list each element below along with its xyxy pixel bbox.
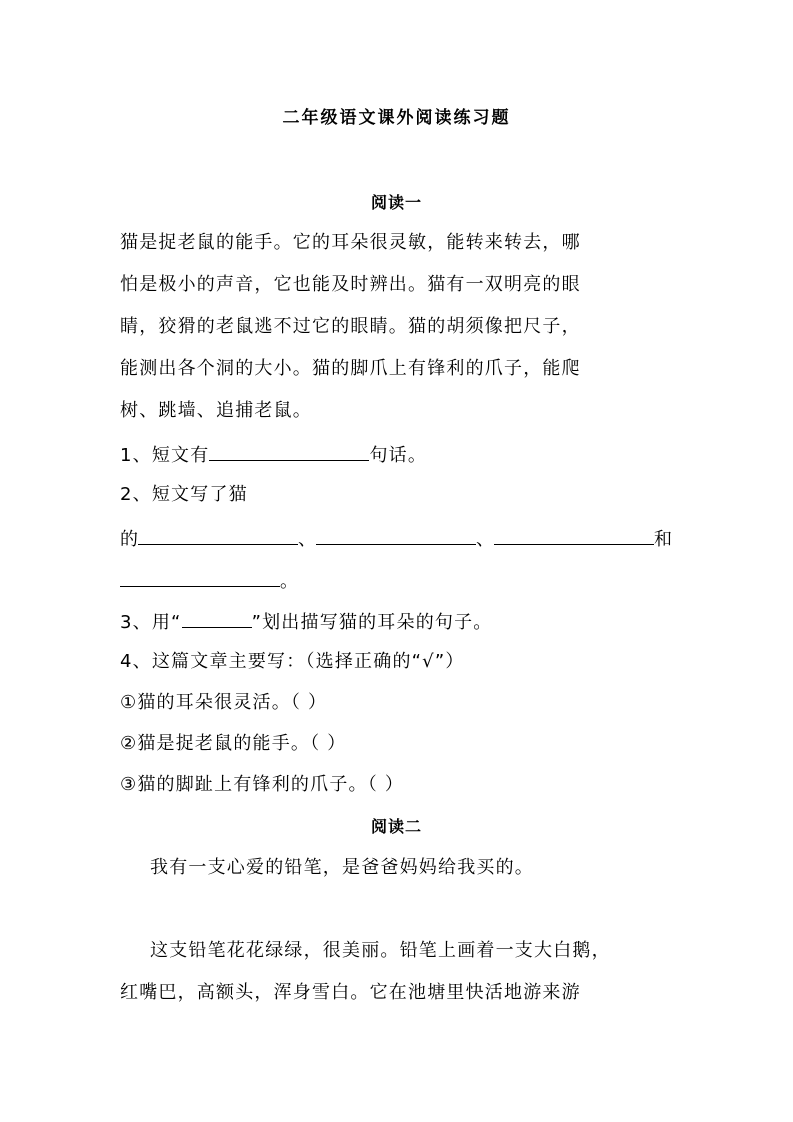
passage-line: 能测出各个洞的大小。猫的脚爪上有锋利的爪子，能爬: [120, 358, 581, 379]
question-1-text: 1、短文有: [120, 445, 210, 466]
answer-blank[interactable]: [138, 524, 298, 545]
passage-line: 这支铅笔花花绿绿，很美丽。铅笔上画着一支大白鹅，: [150, 940, 611, 961]
page-title: 二年级语文课外阅读练习题: [282, 108, 511, 128]
question-1-suffix: 句话。: [369, 445, 428, 466]
separator: 、: [298, 529, 316, 550]
answer-blank[interactable]: [494, 524, 654, 545]
answer-blank[interactable]: [209, 440, 369, 461]
passage-line: 树、跳墙、追捕老鼠。: [120, 400, 312, 421]
question-2: 2、短文写了猫: [120, 484, 248, 505]
passage-line: 怕是极小的声音，它也能及时辨出。猫有一双明亮的眼: [120, 274, 581, 295]
separator: 、: [476, 529, 494, 550]
conjunction: 和: [654, 529, 672, 550]
option-2[interactable]: ②猫是捉老鼠的能手。（ ）: [120, 733, 347, 754]
question-4: 4、这篇文章主要写：（选择正确的“√”）: [120, 651, 465, 672]
answer-blank[interactable]: [120, 566, 280, 587]
question-3-suffix: ”划出描写猫的耳朵的句子。: [251, 612, 493, 633]
option-1[interactable]: ①猫的耳朵很灵活。（ ）: [120, 692, 328, 713]
option-3[interactable]: ③猫的脚趾上有锋利的爪子。（ ）: [120, 774, 405, 795]
passage-line: 睛，狡猾的老鼠逃不过它的眼睛。猫的胡须像把尺子，: [120, 316, 581, 337]
question-2-last-blank: [120, 566, 680, 595]
section-heading-reading2: 阅读二: [370, 817, 422, 836]
passage-line: 猫是捉老鼠的能手。它的耳朵很灵敏，能转来转去，哪: [120, 232, 581, 253]
question-2-blanks: [120, 524, 680, 553]
question-3: [120, 607, 680, 636]
answer-blank[interactable]: [182, 607, 252, 628]
section-heading-reading1: 阅读一: [370, 193, 422, 212]
question-1: [120, 440, 680, 469]
answer-blank[interactable]: [316, 524, 476, 545]
question-3-text: 3、用“: [120, 612, 182, 633]
question-2-prefix: 的: [120, 529, 138, 550]
passage-line: 我有一支心爱的铅笔，是爸爸妈妈给我买的。: [150, 857, 534, 878]
passage-line: 红嘴巴，高额头，浑身雪白。它在池塘里快活地游来游: [120, 982, 581, 1003]
period: 。: [280, 571, 298, 592]
